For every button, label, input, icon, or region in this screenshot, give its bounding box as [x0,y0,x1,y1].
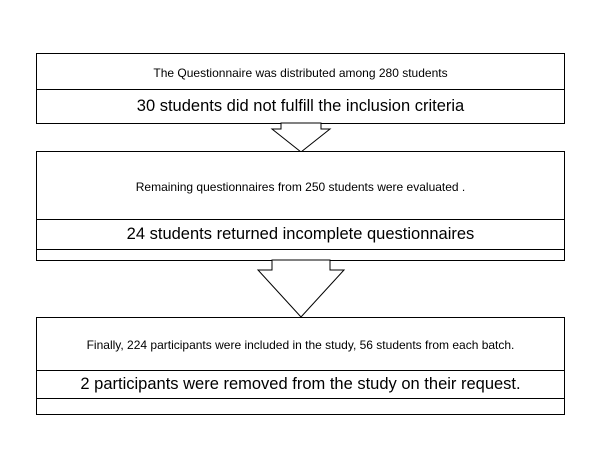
down-arrow-1 [272,123,330,153]
step-2-description: Remaining questionnaires from 250 students were evaluated . [135,180,466,194]
step-2-exclusion: 24 students returned incomplete questionnaires [126,225,475,243]
step-2-box [36,151,565,261]
down-arrow-2 [258,260,344,318]
step-2-divider-bottom [37,249,564,250]
step-3-description: Finally, 224 participants were included in the study, 56 students from each batch. [86,338,515,352]
step-1-description: The Questionnaire was distributed among 280 students [153,66,448,80]
step-3-box [36,317,565,415]
step-3-exclusion: 2 participants were removed from the study on their request. [80,375,521,393]
step-1-box [36,53,565,124]
step-1-exclusion: 30 students did not fulfill the inclusion criteria [136,96,465,115]
step-3-divider-bottom [37,398,564,399]
